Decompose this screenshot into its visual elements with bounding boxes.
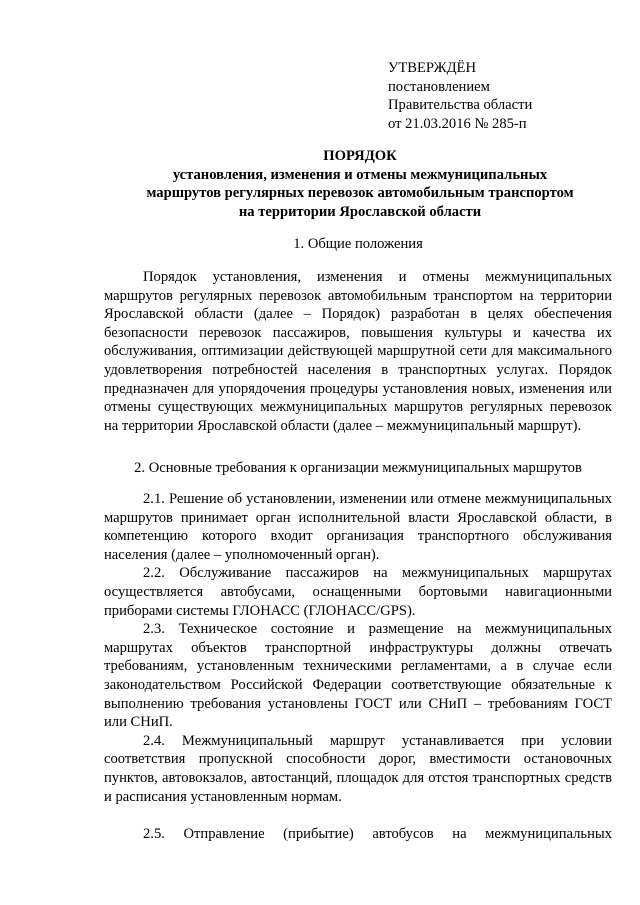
- paragraph: 2.3. Техническое состояние и размещение на межмуниципальных маршрутах объектов транспортной инфраструктуры должны отвечать требованиям, установленным техническими регламентами, а в случае если законодательством Российской Федерации соответствующие обязательные к выполнению требования установлены ГОСТ или СНиП – требованиям ГОСТ или СНиП.: [104, 621, 612, 731]
- title-line: ПОРЯДОК: [323, 148, 397, 164]
- section-body: [104, 825, 612, 844]
- paragraph: 2.5. Отправление (прибытие) автобусов на межмуниципальных: [143, 826, 612, 842]
- paragraph: 2.4. Межмуниципальный маршрут устанавливается при условии соответствия пропускной способности дорог, вместимости остановочных пунктов, автовокзалов, автостанций, площадок для отстоя транспортных средств и расписания установленным нормам.: [104, 732, 612, 805]
- document-title: [80, 147, 640, 221]
- paragraph: Порядок установления, изменения и отмены межмуниципальных маршрутов регулярных перевозок автомобильным транспортом на территории Ярославской области (далее – Порядок) разработан в целях обеспечения безопасности перевозок пассажиров, повышения культуры и качества их обслуживания, оптимизации действующей маршрутной сети для максимального удовлетворения потребностей населения в транспортных услугах. Порядок предназначен для упорядочения процедуры установления новых, изменения или отмены существующих межмуниципальных маршрутов регулярных перевозок на территории Ярославской области (далее – межмуниципальный маршрут).: [104, 269, 612, 434]
- section-body: [104, 268, 612, 435]
- title-line: маршрутов регулярных перевозок автомобильным транспортом: [146, 185, 574, 202]
- title-line: установления, изменения и отмены межмуниципальных: [172, 166, 548, 183]
- paragraph: 2.1. Решение об установлении, изменении или отмене межмуниципальных маршрутов принимает орган исполнительной власти Ярославской области, в компетенцию которого входит организация транспортного обслуживания населения (далее – уполномоченный орган).: [104, 491, 612, 563]
- section-body: [104, 490, 612, 806]
- approval-line: постановлением: [388, 78, 490, 95]
- approval-line: Правительства области: [388, 97, 533, 114]
- paragraph: 2.2. Обслуживание пассажиров на межмуниципальных маршрутах осуществляется автобусами, оснащенными бортовыми навигационными приборами системы ГЛОНАСС (ГЛОНАСС/GPS).: [104, 565, 612, 619]
- approval-stamp: [388, 59, 618, 133]
- approval-date-number: от 21.03.2016 № 285-п: [388, 115, 527, 132]
- section-heading: 2. Основные требования к организации межмуниципальных маршрутов: [134, 460, 582, 476]
- approval-line: УТВЕРЖДЁН: [388, 60, 476, 76]
- section-heading: 1. Общие положения: [293, 236, 423, 252]
- title-line: на территории Ярославской области: [238, 203, 482, 220]
